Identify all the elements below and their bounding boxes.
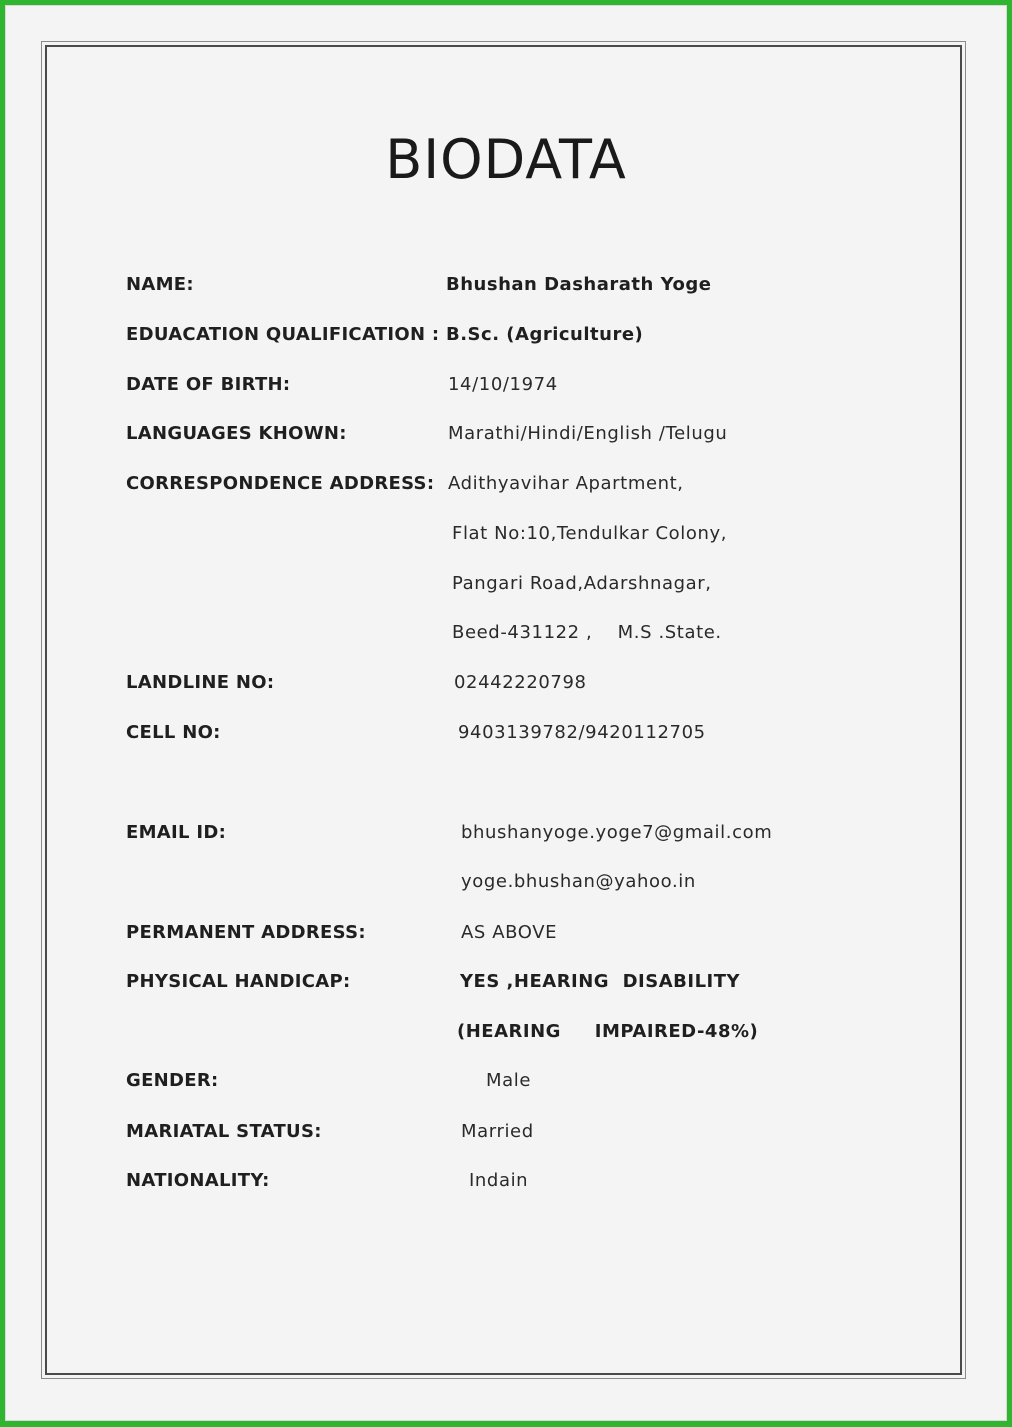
landline-value: 02442220798 — [454, 672, 587, 693]
permanent-value: AS ABOVE — [461, 922, 558, 943]
field-education — [0, 324, 1012, 354]
email-line-2: yoge.bhushan@yahoo.in — [461, 871, 696, 892]
handicap-label: PHYSICAL HANDICAP: — [126, 971, 351, 992]
dob-value: 14/10/1974 — [448, 374, 558, 395]
cell-label: CELL NO: — [126, 722, 221, 743]
field-landline — [0, 672, 1012, 702]
field-correspondence-address-2 — [0, 523, 1012, 553]
field-marital-status — [0, 1121, 1012, 1151]
document-title: BIODATA — [385, 128, 627, 191]
field-handicap-2 — [0, 1021, 1012, 1051]
languages-label: LANGUAGES KHOWN: — [126, 423, 347, 444]
field-correspondence-address — [0, 473, 1012, 503]
field-gender — [0, 1070, 1012, 1100]
gender-label: GENDER: — [126, 1070, 219, 1091]
field-dob — [0, 374, 1012, 404]
landline-label: LANDLINE NO: — [126, 672, 275, 693]
cell-value: 9403139782/9420112705 — [458, 722, 706, 743]
handicap-line-1: YES ,HEARING DISABILITY — [460, 971, 741, 992]
field-handicap — [0, 971, 1012, 1001]
gender-value: Male — [486, 1070, 532, 1091]
dob-label: DATE OF BIRTH: — [126, 374, 291, 395]
nationality-value: Indain — [469, 1170, 529, 1191]
field-languages — [0, 423, 1012, 453]
handicap-line-2: (HEARING IMPAIRED-48%) — [457, 1021, 759, 1042]
name-label: NAME: — [126, 274, 194, 295]
field-email-2 — [0, 871, 1012, 901]
email-line-1: bhushanyoge.yoge7@gmail.com — [461, 822, 773, 843]
marital-value: Married — [461, 1121, 534, 1142]
email-label: EMAIL ID: — [126, 822, 227, 843]
field-correspondence-address-3 — [0, 573, 1012, 603]
nationality-label: NATIONALITY: — [126, 1170, 270, 1191]
field-nationality — [0, 1170, 1012, 1200]
correspondence-line-3: Pangari Road,Adarshnagar, — [452, 573, 712, 594]
name-value: Bhushan Dasharath Yoge — [446, 274, 712, 295]
education-label: EDUACATION QUALIFICATION : — [126, 324, 440, 345]
marital-label: MARIATAL STATUS: — [126, 1121, 322, 1142]
permanent-label: PERMANENT ADDRESS: — [126, 922, 366, 943]
field-cell — [0, 722, 1012, 752]
correspondence-line-1: Adithyavihar Apartment, — [448, 473, 684, 494]
field-email — [0, 822, 1012, 852]
correspondence-line-4: Beed-431122 , M.S .State. — [452, 622, 722, 643]
field-permanent-address — [0, 922, 1012, 952]
field-correspondence-address-4 — [0, 622, 1012, 652]
education-value: B.Sc. (Agriculture) — [446, 324, 644, 345]
correspondence-label: CORRESPONDENCE ADDRESS: — [126, 473, 435, 494]
field-name — [0, 274, 1012, 304]
languages-value: Marathi/Hindi/English /Telugu — [448, 423, 728, 444]
correspondence-line-2: Flat No:10,Tendulkar Colony, — [452, 523, 728, 544]
